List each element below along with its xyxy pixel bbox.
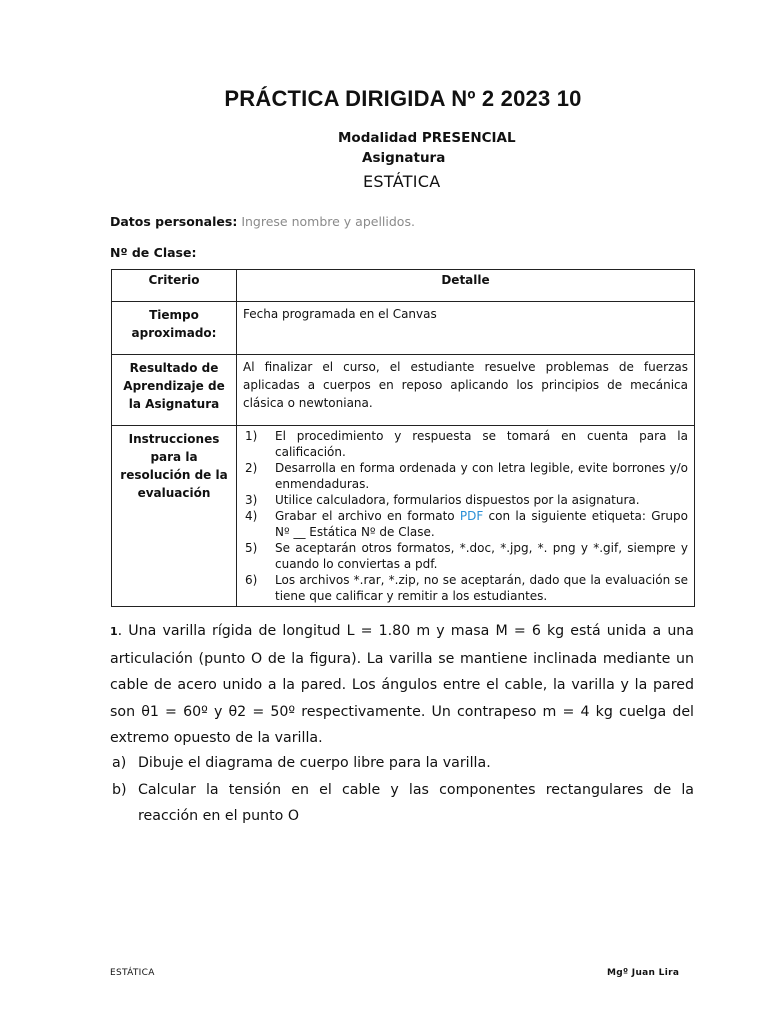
criterion-result: Resultado de Aprendizaje de la Asignatura — [112, 355, 237, 426]
detail-result: Al finalizar el curso, el estudiante resuelve problemas de fuerzas aplicadas a cuerpos en reposo aplicando los principios de mecánica clásica o newtoniana. — [237, 355, 695, 426]
personal-data-label: Datos personales: — [110, 214, 238, 229]
item-number: 1) — [245, 429, 258, 443]
table-row — [112, 302, 695, 355]
item-number: 2) — [245, 461, 258, 475]
detail-time: Fecha programada en el Canvas — [237, 302, 695, 355]
list-item — [243, 460, 688, 492]
list-item — [112, 777, 694, 830]
page-title: PRÁCTICA DIRIGIDA Nº 2 2023 10 — [224, 86, 582, 111]
item-text: Calcular la tensión en el cable y las componentes rectangulares de la reacción en el punto O — [138, 781, 694, 824]
problem-items — [112, 750, 694, 830]
footer-author: Mgº Juan Lira — [607, 968, 680, 978]
item-text: Desarrolla en forma ordenada y con letra legible, evite borrones y/o enmendaduras. — [275, 461, 688, 491]
item-label: a) — [112, 755, 127, 771]
item-text: Utilice calculadora, formularios dispuestos por la asignatura. — [275, 493, 640, 507]
table-header-row — [112, 270, 695, 302]
item-text: El procedimiento y respuesta se tomará en cuenta para la calificación. — [275, 429, 688, 459]
list-item — [112, 750, 694, 777]
criteria-table — [111, 269, 695, 607]
problem-text: . Una varilla rígida de longitud L = 1.80 m y masa M = 6 kg está unida a una articulación (punto O de la figura). La varilla se mantiene inclinada mediante un cable de acero unido a la pared. Los ángulos entre el cable, la varilla y la pared son θ1 = 60º y θ2 = 50º respectivamente. Un contrapeso m = 4 kg cuelga del extremo opuesto de la varilla. — [110, 623, 694, 746]
instructions-list — [243, 428, 688, 604]
item-number: 4) — [245, 509, 258, 523]
column-header-detalle: Detalle — [237, 270, 695, 302]
item-text — [275, 508, 688, 540]
pdf-link[interactable]: PDF — [459, 509, 484, 523]
criterion-time: Tiempo aproximado: — [112, 302, 237, 355]
footer-subject: ESTÁTICA — [110, 968, 155, 978]
item-text-after: con la siguiente etiqueta: Grupo Nº __ Estática Nº de Clase. — [275, 509, 688, 539]
item-text: Se aceptarán otros formatos, *.doc, *.jpg, *. png y *.gif, siempre y cuando lo conviertas a pdf. — [275, 541, 688, 571]
criterion-instructions: Instrucciones para la resolución de la evaluación — [112, 426, 237, 607]
item-number: 6) — [245, 573, 258, 587]
list-item — [243, 492, 688, 508]
subject-label: Asignatura — [362, 150, 446, 166]
list-item — [243, 540, 688, 572]
problem-number: 1 — [110, 625, 118, 638]
detail-instructions — [237, 426, 695, 607]
item-text: Dibuje el diagrama de cuerpo libre para la varilla. — [138, 755, 491, 771]
subject-name: ESTÁTICA — [363, 172, 441, 191]
item-text-before: Grabar el archivo en formato — [275, 509, 460, 523]
personal-data-line — [110, 214, 415, 229]
item-label: b) — [112, 781, 127, 798]
list-item — [243, 508, 688, 540]
table-row — [112, 355, 695, 426]
item-number: 5) — [245, 541, 258, 555]
modality-label: Modalidad PRESENCIAL — [338, 130, 516, 146]
problem-statement — [110, 618, 694, 752]
name-input-placeholder[interactable]: Ingrese nombre y apellidos. — [241, 214, 415, 229]
item-text: Los archivos *.rar, *.zip, no se aceptarán, dado que la evaluación se tiene que calificar y remitir a los estudiantes. — [275, 573, 688, 603]
column-header-criterio: Criterio — [112, 270, 237, 302]
item-number: 3) — [245, 493, 258, 507]
table-row — [112, 426, 695, 607]
list-item — [243, 572, 688, 604]
list-item — [243, 428, 688, 460]
class-number-label: Nº de Clase: — [110, 245, 197, 260]
